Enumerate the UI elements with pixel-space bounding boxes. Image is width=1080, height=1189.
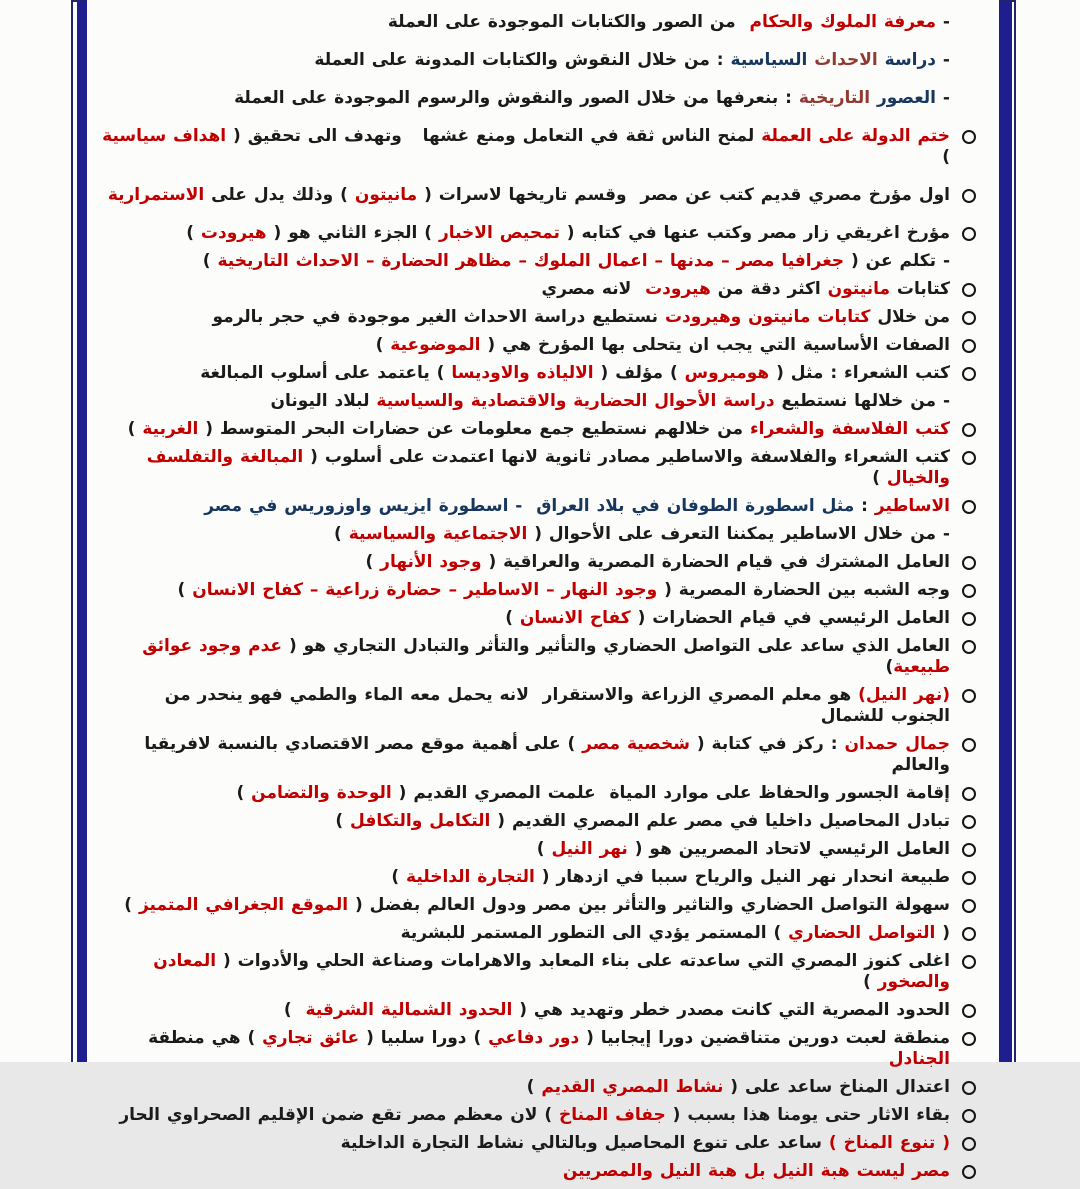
bullet-column xyxy=(950,552,983,573)
text-segment: هو معلم المصري الزراعة والاستقرار لانه يحمل معه الماء والطمي فهو ينحدر من الجنوب للشمال xyxy=(157,685,950,726)
list-item xyxy=(100,251,983,272)
list-item-text xyxy=(100,496,950,517)
text-segment: نهر النيل xyxy=(551,839,628,859)
circle-bullet-icon xyxy=(962,1004,976,1018)
text-segment: الصفات الأساسية التي يجب ان يتحلى بها المؤرخ هي ( xyxy=(480,335,950,355)
text-segment: تبادل المحاصيل داخليا في مصر علم المصري القديم ( xyxy=(490,811,950,831)
text-segment: اكثر دقة من xyxy=(710,279,828,299)
text-segment: من خلالهم نستطيع جمع معلومات عن حضارات البحر المتوسط ( xyxy=(198,419,750,439)
bullet-column xyxy=(950,685,983,706)
text-segment: هوميروس xyxy=(684,363,770,383)
list-item-text xyxy=(100,1028,950,1070)
text-segment: ) xyxy=(186,223,201,243)
text-segment: ) xyxy=(885,657,894,677)
text-segment: التواصل الحضاري xyxy=(788,923,936,943)
bullet-column xyxy=(950,783,983,804)
circle-bullet-icon xyxy=(962,738,976,752)
text-segment: ) xyxy=(391,867,407,887)
text-segment: ) xyxy=(177,580,193,600)
circle-bullet-icon xyxy=(962,640,976,654)
text-segment: هيرودت xyxy=(200,223,267,243)
text-segment: ) على أهمية موقع مصر الاقتصادي بالنسبة لافريقيا والعالم xyxy=(137,734,950,775)
text-segment: المبالغة والتفلسف والخيال xyxy=(139,447,950,488)
circle-bullet-icon xyxy=(962,130,976,144)
text-segment: - xyxy=(936,88,950,108)
list-item xyxy=(100,1077,983,1098)
list-item xyxy=(100,391,983,412)
list-item xyxy=(100,363,983,384)
text-segment: ) xyxy=(863,972,878,992)
text-segment: ) xyxy=(127,419,143,439)
text-segment: ) xyxy=(283,1000,306,1020)
text-segment: كتب الشعراء : مثل ( xyxy=(769,363,950,383)
text-segment: مثل اسطورة الطوفان في بلاد العراق - اسطورة ايزيس واوزوريس في مصر xyxy=(204,496,855,516)
circle-bullet-icon xyxy=(962,1032,976,1046)
list-item xyxy=(100,1105,983,1126)
text-segment: منطقة لعبت دورين متناقضين دورا إيجابيا ( xyxy=(579,1028,950,1048)
circle-bullet-icon xyxy=(962,423,976,437)
circle-bullet-icon xyxy=(962,871,976,885)
bullet-column-empty xyxy=(950,12,983,33)
text-segment: ) دورا سلبيا ( xyxy=(359,1028,489,1048)
list-item xyxy=(100,811,983,832)
circle-bullet-icon xyxy=(962,367,976,381)
circle-bullet-icon xyxy=(962,227,976,241)
circle-bullet-icon xyxy=(962,843,976,857)
list-item xyxy=(100,783,983,804)
bullet-column-empty xyxy=(950,251,983,272)
list-item-text xyxy=(100,251,950,272)
bullet-column xyxy=(950,447,983,468)
list-item xyxy=(100,223,983,244)
circle-bullet-icon xyxy=(962,1137,976,1151)
text-segment: اعتدال المناخ ساعد على ( xyxy=(723,1077,950,1097)
circle-bullet-icon xyxy=(962,899,976,913)
circle-bullet-icon xyxy=(962,815,976,829)
list-item-text xyxy=(100,1105,950,1126)
list-item-text xyxy=(100,223,950,244)
text-segment: ) المستمر يؤدي الى التطور المستمر للبشرية xyxy=(400,923,789,943)
text-segment: - من خلال الاساطير يمكننا التعرف على الأحوال ( xyxy=(527,524,950,544)
text-segment: بقاء الاثار حتى يومنا هذا بسبب ( xyxy=(665,1105,950,1125)
list-item xyxy=(100,279,983,300)
list-item xyxy=(100,580,983,601)
text-segment: السياسية xyxy=(730,50,808,70)
bullet-column-empty xyxy=(950,391,983,412)
text-segment: كفاح الانسان xyxy=(519,608,631,628)
text-segment: : بنعرفها من خلال الصور والنقوش والرسوم الموجودة على العملة xyxy=(234,88,799,108)
list-item-text xyxy=(100,1161,950,1182)
text-segment: مانيتون xyxy=(354,185,418,205)
text-segment: العصور xyxy=(870,88,937,108)
list-item-text xyxy=(100,307,950,328)
list-item-text xyxy=(100,185,950,206)
text-segment: ( تنوع المناخ ) xyxy=(828,1133,950,1153)
text-segment: العامل الرئيسي لاتحاد المصريين هو ( xyxy=(627,839,950,859)
bullet-column xyxy=(950,1077,983,1098)
list-item xyxy=(100,50,983,71)
list-item xyxy=(100,335,983,356)
bullet-column xyxy=(950,734,983,755)
list-item-text xyxy=(100,447,950,489)
text-segment: العامل المشترك في قيام الحضارة المصرية والعراقية ( xyxy=(481,552,950,572)
list-item xyxy=(100,419,983,440)
text-segment: - تكلم عن ( xyxy=(844,251,950,271)
bullet-column xyxy=(950,895,983,916)
bullet-column xyxy=(950,636,983,657)
list-item-text xyxy=(100,923,950,944)
text-segment: الالياذه والاوديسا xyxy=(451,363,594,383)
page-border-left-thin xyxy=(71,0,73,1062)
text-segment: ) xyxy=(375,335,391,355)
text-segment: من الصور والكتابات الموجودة على العملة xyxy=(387,12,750,32)
list-item xyxy=(100,734,983,776)
text-segment: الاساطير xyxy=(874,496,950,516)
text-segment: الاحداث xyxy=(807,50,878,70)
list-item xyxy=(100,447,983,489)
bullet-column xyxy=(950,1000,983,1021)
text-segment: لبلاد اليونان xyxy=(270,391,377,411)
text-segment: ) ياعتمد على أسلوب المبالغة xyxy=(200,363,452,383)
bullet-column xyxy=(950,1161,983,1182)
text-segment: مانيتون xyxy=(827,279,891,299)
text-segment: : من خلال النقوش والكتابات المدونة على العملة xyxy=(314,50,731,70)
text-segment: جغرافيا مصر – مدنها – اعمال الملوك – مظاهر الحضارة – الاحداث التاريخية xyxy=(217,251,845,271)
text-segment: الجنادل xyxy=(888,1049,950,1069)
bullet-column xyxy=(950,608,983,629)
text-segment: لمنح الناس ثقة في التعامل ومنع غشها وتهدف الى تحقيق ( xyxy=(226,126,762,146)
text-segment: من خلال xyxy=(870,307,950,327)
text-segment: عائق تجاري xyxy=(262,1028,360,1048)
text-segment: دراسة الأحوال الحضارية والاقتصادية والسياسية xyxy=(376,391,775,411)
bullet-column xyxy=(950,126,983,147)
list-item-text xyxy=(100,391,950,412)
text-segment: كتابات xyxy=(890,279,950,299)
circle-bullet-icon xyxy=(962,1165,976,1179)
list-item-text xyxy=(100,608,950,629)
bullet-column xyxy=(950,223,983,244)
list-item-text xyxy=(100,734,950,776)
list-item-text xyxy=(100,685,950,727)
list-item xyxy=(95,126,983,168)
list-item xyxy=(100,951,983,993)
text-segment: التاريخية xyxy=(798,88,871,108)
page-border-left-thick xyxy=(77,0,87,1062)
text-segment: اهداف سياسية xyxy=(102,126,227,146)
text-segment: نشاط المصري القديم xyxy=(541,1077,724,1097)
text-segment: لانه مصري xyxy=(541,279,646,299)
text-segment: العامل الرئيسي في قيام الحضارات ( xyxy=(630,608,950,628)
circle-bullet-icon xyxy=(962,1109,976,1123)
text-segment: وجود النهار – الاساطير – حضارة زراعية – كفاح الانسان xyxy=(192,580,658,600)
text-segment: - من خلالها نستطيع xyxy=(774,391,950,411)
list-item-text xyxy=(100,580,950,601)
text-segment: الحدود المصرية التي كانت مصدر خطر وتهديد هي ( xyxy=(512,1000,950,1020)
bullet-column xyxy=(950,1028,983,1049)
text-segment: ) xyxy=(236,783,252,803)
text-segment: إقامة الجسور والحفاظ على موارد المياة علمت المصري القديم ( xyxy=(391,783,950,803)
bullet-column-empty xyxy=(950,524,983,545)
text-segment: نستطيع دراسة الاحداث الغير موجودة في حجر بالرمو xyxy=(212,307,665,327)
text-segment: كتب الشعراء والفلاسفة والاساطير مصادر ثانوية لانها اعتمدت على أسلوب ( xyxy=(303,447,950,467)
list-item-text xyxy=(100,839,950,860)
circle-bullet-icon xyxy=(962,584,976,598)
text-segment: وجه الشبه بين الحضارة المصرية ( xyxy=(657,580,950,600)
list-item xyxy=(100,608,983,629)
text-segment: طبيعة انحدار نهر النيل والرياح سببا في ازدهار ( xyxy=(534,867,950,887)
circle-bullet-icon xyxy=(962,927,976,941)
text-segment: مصر ليست هبة النيل بل هبة النيل والمصريين xyxy=(562,1161,950,1181)
page-border-right-thin xyxy=(1014,0,1016,1062)
text-segment: ) xyxy=(505,608,520,628)
list-item xyxy=(100,867,983,888)
text-segment: الغربية xyxy=(142,419,199,439)
text-segment: دراسة xyxy=(877,50,937,70)
text-segment: جمال حمدان xyxy=(844,734,950,754)
list-item-text xyxy=(100,1000,950,1021)
text-segment: اغلى كنوز المصري التي ساعدته على بناء المعابد والاهرامات وصناعة الحلي والأدوات ( xyxy=(216,951,950,971)
list-item xyxy=(100,524,983,545)
page-border-cap-left xyxy=(71,0,87,2)
text-segment: الموضوعية xyxy=(390,335,481,355)
bullet-column xyxy=(950,335,983,356)
bullet-column xyxy=(950,185,983,206)
text-segment: اول مؤرخ مصري قديم كتب عن مصر وقسم تاريخها لاسرات ( xyxy=(417,185,950,205)
bullet-column-empty xyxy=(950,50,983,71)
text-segment: الاستمرارية xyxy=(107,185,205,205)
text-segment: تمحيص الاخبار xyxy=(438,223,560,243)
bullet-column xyxy=(950,580,983,601)
list-item-text xyxy=(100,867,950,888)
list-item-text xyxy=(100,636,950,678)
list-item-text xyxy=(100,419,950,440)
bullet-column xyxy=(950,419,983,440)
text-segment: : ركز في كتابة ( xyxy=(689,734,845,754)
circle-bullet-icon xyxy=(962,612,976,626)
circle-bullet-icon xyxy=(962,189,976,203)
list-item xyxy=(100,839,983,860)
list-item xyxy=(100,1028,983,1070)
list-item xyxy=(100,307,983,328)
list-item-text xyxy=(100,811,950,832)
bullet-column xyxy=(950,1133,983,1154)
list-item-text xyxy=(100,552,950,573)
text-segment: المعادن والصخور xyxy=(146,951,950,992)
circle-bullet-icon xyxy=(962,339,976,353)
list-item-text xyxy=(100,12,950,33)
list-item-text xyxy=(100,88,950,109)
list-item xyxy=(100,1000,983,1021)
list-item-text xyxy=(100,50,950,71)
circle-bullet-icon xyxy=(962,689,976,703)
text-segment: كتابات مانيتون وهيرودت xyxy=(664,307,871,327)
text-segment: كتب الفلاسفة والشعراء xyxy=(749,419,950,439)
text-segment: ) xyxy=(124,895,139,915)
list-item xyxy=(100,88,983,109)
text-segment: ) الجزء الثاني هو ( xyxy=(266,223,439,243)
text-segment: شخصية مصر xyxy=(582,734,690,754)
bullet-column xyxy=(950,867,983,888)
bullet-column xyxy=(950,811,983,832)
list-item xyxy=(100,185,983,206)
text-segment: وجود الأنهار xyxy=(380,552,482,572)
list-item xyxy=(100,895,983,916)
list-item-text xyxy=(100,335,950,356)
text-segment: ) xyxy=(202,251,218,271)
text-segment: - xyxy=(936,12,950,32)
text-segment: ) xyxy=(872,468,887,488)
list-item xyxy=(100,923,983,944)
text-segment: - xyxy=(936,50,950,70)
bullet-column xyxy=(950,951,983,972)
text-segment: معرفة الملوك والحكام xyxy=(749,12,937,32)
text-segment: التجارة الداخلية xyxy=(406,867,535,887)
text-segment: ) وذلك يدل على xyxy=(204,185,355,205)
bullet-column-empty xyxy=(950,88,983,109)
list-item xyxy=(100,685,983,727)
text-segment: دور دفاعي xyxy=(488,1028,580,1048)
text-segment: ) xyxy=(334,524,349,544)
text-segment: التكامل والتكافل xyxy=(350,811,491,831)
text-segment: : xyxy=(854,496,875,516)
text-segment: ) xyxy=(526,1077,542,1097)
notes-list xyxy=(95,12,983,1189)
circle-bullet-icon xyxy=(962,556,976,570)
list-item xyxy=(100,636,983,678)
page-border-cap-right xyxy=(999,0,1016,2)
circle-bullet-icon xyxy=(962,451,976,465)
bullet-column xyxy=(950,363,983,384)
text-segment: هيرودت xyxy=(645,279,711,299)
list-item-text xyxy=(100,783,950,804)
bullet-column xyxy=(950,839,983,860)
text-segment: (نهر النيل) xyxy=(858,685,950,705)
circle-bullet-icon xyxy=(962,1081,976,1095)
list-item-text xyxy=(100,951,950,993)
bullet-column xyxy=(950,1105,983,1126)
text-segment: ) لان معظم مصر تقع ضمن الإقليم الصحراوي الحار xyxy=(119,1105,560,1125)
text-segment: الاجتماعية والسياسية xyxy=(348,524,528,544)
text-segment: الحدود الشمالية الشرقية xyxy=(305,1000,513,1020)
text-segment: ختم الدولة على العملة xyxy=(761,126,950,146)
text-segment: جفاف المناخ xyxy=(559,1105,666,1125)
list-item xyxy=(100,496,983,517)
bullet-column xyxy=(950,279,983,300)
list-item-text xyxy=(100,1077,950,1098)
list-item-text xyxy=(100,279,950,300)
text-segment: ) مؤلف ( xyxy=(593,363,685,383)
page-border-right-thick xyxy=(999,0,1012,1062)
list-item xyxy=(100,552,983,573)
text-segment: ) xyxy=(95,126,950,167)
text-segment: ) هي منطقة xyxy=(141,1028,263,1048)
circle-bullet-icon xyxy=(962,500,976,514)
bullet-column xyxy=(950,923,983,944)
text-segment: الموقع الجغرافي المتميز xyxy=(138,895,349,915)
text-segment: العامل الذي ساعد على التواصل الحضاري والتأثير والتأثر والتبادل التجاري هو ( xyxy=(282,636,950,656)
text-segment: الوحدة والتضامن xyxy=(251,783,392,803)
circle-bullet-icon xyxy=(962,787,976,801)
text-segment: ) xyxy=(335,811,351,831)
list-item-text xyxy=(100,524,950,545)
list-item xyxy=(100,1133,983,1154)
list-item-text xyxy=(100,1133,950,1154)
circle-bullet-icon xyxy=(962,283,976,297)
text-segment: ساعد على تنوع المحاصيل وبالتالي نشاط التجارة الداخلية xyxy=(340,1133,829,1153)
text-segment: عدم وجود عوائق طبيعية xyxy=(135,636,950,677)
list-item xyxy=(100,1161,983,1182)
text-segment: سهولة التواصل الحضاري والتاثير والتأثر بين مصر ودول العالم بفضل ( xyxy=(348,895,950,915)
text-segment: ( xyxy=(935,923,950,943)
bullet-column xyxy=(950,496,983,517)
text-segment: ) xyxy=(536,839,552,859)
list-item-text xyxy=(100,363,950,384)
bullet-column xyxy=(950,307,983,328)
circle-bullet-icon xyxy=(962,955,976,969)
list-item-text xyxy=(100,895,950,916)
list-item-text xyxy=(95,126,950,168)
text-segment: مؤرخ اغريقي زار مصر وكتب عنها في كتابه ( xyxy=(559,223,950,243)
circle-bullet-icon xyxy=(962,311,976,325)
list-item xyxy=(100,12,983,33)
text-segment: ) xyxy=(365,552,381,572)
